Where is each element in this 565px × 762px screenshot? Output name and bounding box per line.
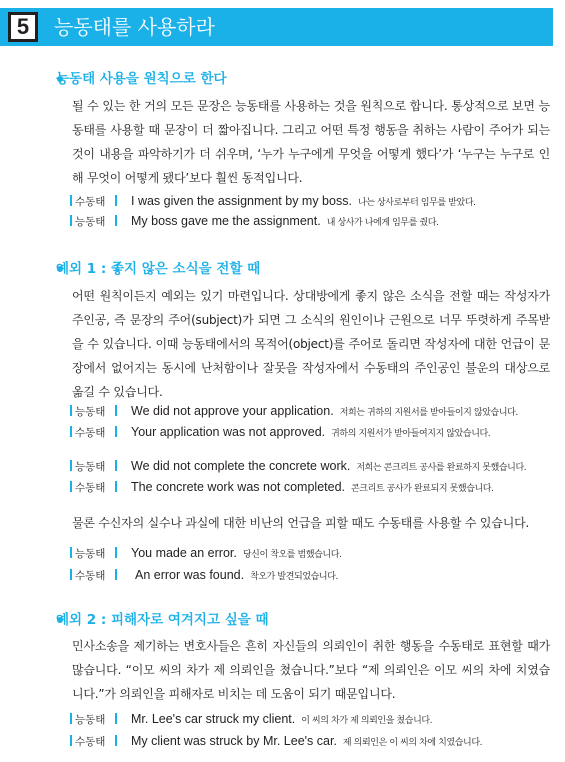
english-sentence: The concrete work was not completed.: [131, 480, 345, 494]
voice-label: 수동태: [75, 196, 106, 208]
example-row: [70, 544, 341, 562]
voice-label: 능동태: [75, 406, 106, 418]
label-bar-icon: [70, 195, 72, 206]
example-row: [70, 423, 490, 441]
english-sentence: Mr. Lee's car struck my client.: [131, 712, 296, 726]
label-bar-icon: [115, 481, 117, 492]
label-bar-icon: [115, 713, 117, 724]
example-row: [70, 402, 518, 420]
example-row: [70, 566, 338, 584]
voice-label: 능동태: [75, 461, 106, 473]
english-sentence: An error was found.: [135, 568, 245, 582]
example-row: [70, 732, 482, 750]
section-number-badge: 5: [8, 12, 38, 42]
korean-translation: 이 씨의 차가 제 의뢰인을 쳤습니다.: [301, 716, 433, 726]
voice-label: 수동태: [75, 427, 106, 439]
label-bar-icon: [70, 547, 72, 558]
korean-translation: 내 상사가 나에게 임무를 줬다.: [326, 218, 439, 228]
section-heading-3: 예외 2 : 피해자로 여겨지고 싶을 때: [56, 612, 269, 628]
page-title: 능동태를 사용하라: [54, 15, 215, 39]
korean-translation: 나는 상사로부터 임무를 받았다.: [357, 198, 476, 208]
label-bar-icon: [115, 735, 117, 746]
english-sentence: We did not approve your application.: [131, 404, 334, 418]
voice-label: 능동태: [75, 548, 106, 560]
section-heading-1: 능동태 사용을 원칙으로 한다: [56, 71, 227, 87]
label-bar-icon: [70, 735, 72, 746]
voice-label: 수동태: [75, 736, 106, 748]
label-bar-icon: [115, 547, 117, 558]
example-row: [70, 710, 432, 728]
section-2-paragraph: 어떤 원칙이든지 예외는 있기 마련입니다. 상대방에게 좋지 않은 소식을 전할 때는 작성자가 주인공, 즉 문장의 주어(subject)가 되면 그 소식의 원인이나 근원으로 너무 뚜렷하게 주목받을 수 있습니다. 이때 능동태에서의 목적어(object)를 주어로 돌리면 작성자에 대한 언급이 문장에서 없어지는 동시에 난처함이나 잘못을 작성자에서 수동태의 주인공인 불운의 대상으로 옮길 수 있습니다.: [72, 289, 550, 399]
english-sentence: Your application was not approved.: [131, 425, 326, 439]
example-row: [70, 478, 494, 496]
korean-translation: 저희는 콘크리트 공사를 완료하지 못했습니다.: [356, 463, 527, 473]
label-bar-icon: [70, 405, 72, 416]
example-row: [70, 457, 526, 475]
section-heading-2: 예외 1 : 좋지 않은 소식을 전할 때: [56, 261, 261, 277]
label-bar-icon: [70, 713, 72, 724]
section-1-paragraph: 될 수 있는 한 거의 모든 문장은 능동태를 사용하는 것을 원칙으로 합니다. 통상적으로 보면 능동태를 사용할 때 문장이 더 짧아집니다. 그리고 어떤 특정 행동을 취하는 사람이 주어가 되는 것이 내용을 파악하기가 더 쉬우며, ‘누가 누구에게 무엇을 어떻게 했다’가 ‘누구는 누구로 인해 무엇이 어떻게 됐다’보다 훨씬 동적입니다.: [72, 99, 550, 185]
example-row: [70, 192, 476, 210]
section-3-paragraph: 민사소송을 제기하는 변호사들은 흔히 자신들의 의뢰인이 취한 행동을 수동태로 표현할 때가 많습니다. “이모 씨의 차가 제 의뢰인을 쳤습니다.”보다 “제 의뢰인은 이모 씨의 차에 치였습니다.”가 의뢰인을 피해자로 비치는 데 도움이 되기 때문입니다.: [72, 639, 550, 701]
label-bar-icon: [115, 405, 117, 416]
english-sentence: We did not complete the concrete work.: [131, 459, 351, 473]
label-bar-icon: [115, 195, 117, 206]
korean-translation: 저희는 귀하의 지원서를 받아들이지 않았습니다.: [339, 408, 518, 418]
voice-label: 능동태: [75, 216, 106, 228]
english-sentence: You made an error.: [131, 546, 237, 560]
korean-translation: 착오가 발견되었습니다.: [250, 572, 338, 582]
korean-translation: 제 의뢰인은 이 씨의 차에 치였습니다.: [342, 738, 483, 748]
voice-label: 수동태: [75, 570, 106, 582]
label-bar-icon: [70, 460, 72, 471]
label-bar-icon: [70, 426, 72, 437]
english-sentence: My client was struck by Mr. Lee's car.: [131, 734, 337, 748]
label-bar-icon: [70, 569, 72, 580]
korean-translation: 귀하의 지원서가 받아들여지지 않았습니다.: [331, 429, 491, 439]
section-2-note: 물론 수신자의 실수나 과실에 대한 비난의 언급을 피할 때도 수동태를 사용할 수 있습니다.: [72, 516, 530, 530]
label-bar-icon: [70, 481, 72, 492]
label-bar-icon: [115, 426, 117, 437]
label-bar-icon: [70, 215, 72, 226]
korean-translation: 당신이 착오를 범했습니다.: [242, 550, 342, 560]
korean-translation: 콘크리트 공사가 완료되지 못했습니다.: [351, 484, 494, 494]
example-row: [70, 212, 439, 230]
voice-label: 수동태: [75, 482, 106, 494]
label-bar-icon: [115, 460, 117, 471]
voice-label: 능동태: [75, 714, 106, 726]
english-sentence: I was given the assignment by my boss.: [131, 194, 352, 208]
label-bar-icon: [115, 215, 117, 226]
label-bar-icon: [115, 569, 117, 580]
english-sentence: My boss gave me the assignment.: [131, 214, 321, 228]
